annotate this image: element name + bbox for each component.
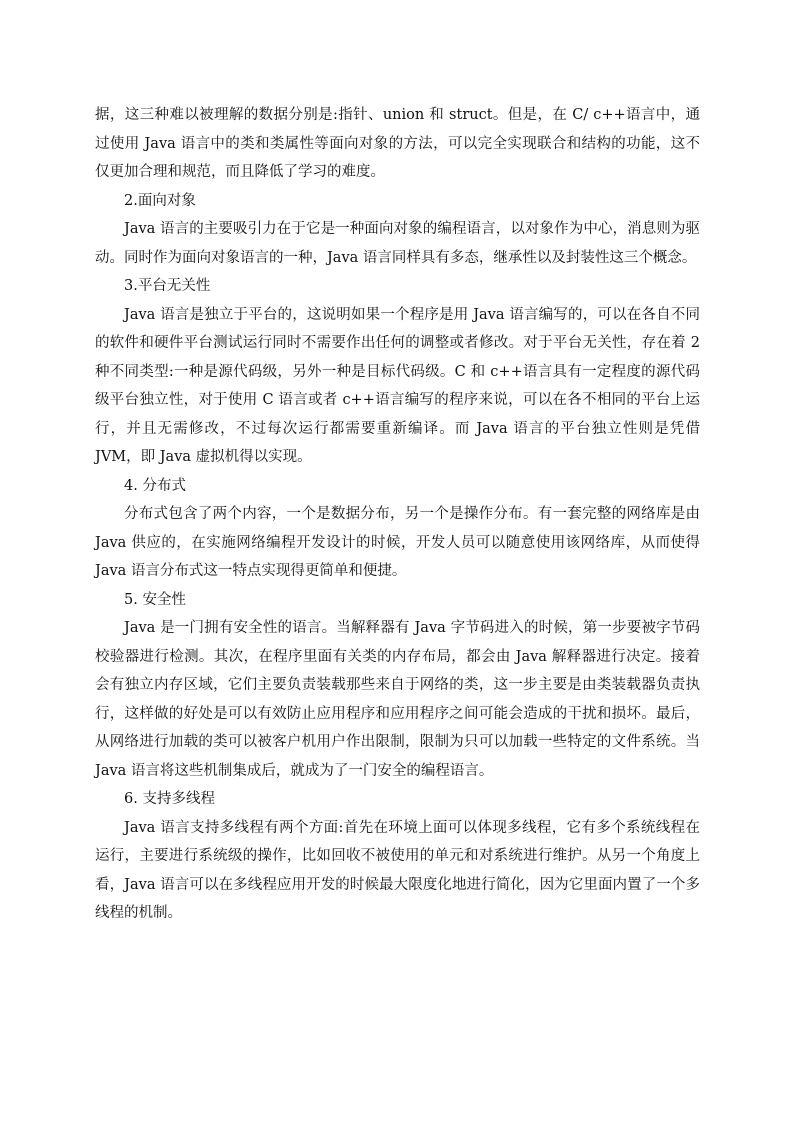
paragraph-distributed: 分布式包含了两个内容，一个是数据分布，另一个是操作分布。有一套完整的网络库是由 Java 供应的，在实施网络编程开发设计的时候，开发人员可以随意使用该网络库，从而使得 Java 语言分布式这一特点实现得更简单和便捷。 xyxy=(95,506,700,579)
section-heading-platform-independence: 3.平台无关性 xyxy=(124,278,211,294)
document-body xyxy=(95,101,700,928)
paragraph-object-oriented: Java 语言的主要吸引力在于它是一种面向对象的编程语言，以对象作为中心，消息则为驱动。同时作为面向对象语言的一种，Java 语言同样具有多态，继承性以及封装性这三个概念。 xyxy=(95,221,700,266)
section-heading-security: 5. 安全性 xyxy=(124,591,186,608)
paragraph-continued: 据，这三种难以被理解的数据分别是:指针、union 和 struct。但是，在 C/ c++语言中，通过使用 Java 语言中的类和类属性等面向对象的方法，可以完全实现联合和结构的功能，这不仅更加合理和规范，而且降低了学习的难度。 xyxy=(95,107,700,180)
section-heading-object-oriented: 2.面向对象 xyxy=(124,192,196,209)
paragraph-security: Java 是一门拥有安全性的语言。当解释器有 Java 字节码进入的时候，第一步要被字节码校验器进行检测。其次，在程序里面有关类的内存布局，都会由 Java 解释器进行决定。接着会有独立内存区域，它们主要负责装载那些来自于网络的类，这一步主要是由类装载器负责执行，这样做的好处是可以有效防止应用程序和应用程序之间可能会造成的干扰和损坏。最后，从网络进行加载的类可以被客户机用户作出限制，限制为只可以加载一些特定的文件系统。当 Java 语言将这些机制集成后，就成为了一门安全的编程语言。 xyxy=(95,620,700,779)
paragraph-multithreading: Java 语言支持多线程有两个方面:首先在环境上面可以体现多线程，它有多个系统线程在运行，主要进行系统级的操作，比如回收不被使用的单元和对系统进行维护。从另一个角度上看，Java 语言可以在多线程应用开发的时候最大限度化地进行简化，因为它里面内置了一个多线程的机制。 xyxy=(95,819,700,921)
paragraph-platform-independence: Java 语言是独立于平台的，这说明如果一个程序是用 Java 语言编写的，可以在各自不同的软件和硬件平台测试运行同时不需要作出任何的调整或者修改。对于平台无关性，存在着 2 种不同类型:一种是源代码级，另外一种是目标代码级。C 和 c++语言具有一定程度的源代码级平台独立性，对于使用 C 语言或者 c++语言编写的程序来说，可以在各不相同的平台上运行，并且无需修改，不过每次运行都需要重新编译。而 Java 语言的平台独立性则是凭借 JVM，即 Java 虚拟机得以实现。 xyxy=(95,306,700,465)
section-heading-distributed: 4. 分布式 xyxy=(124,477,186,494)
section-heading-multithreading: 6. 支持多线程 xyxy=(124,791,215,807)
